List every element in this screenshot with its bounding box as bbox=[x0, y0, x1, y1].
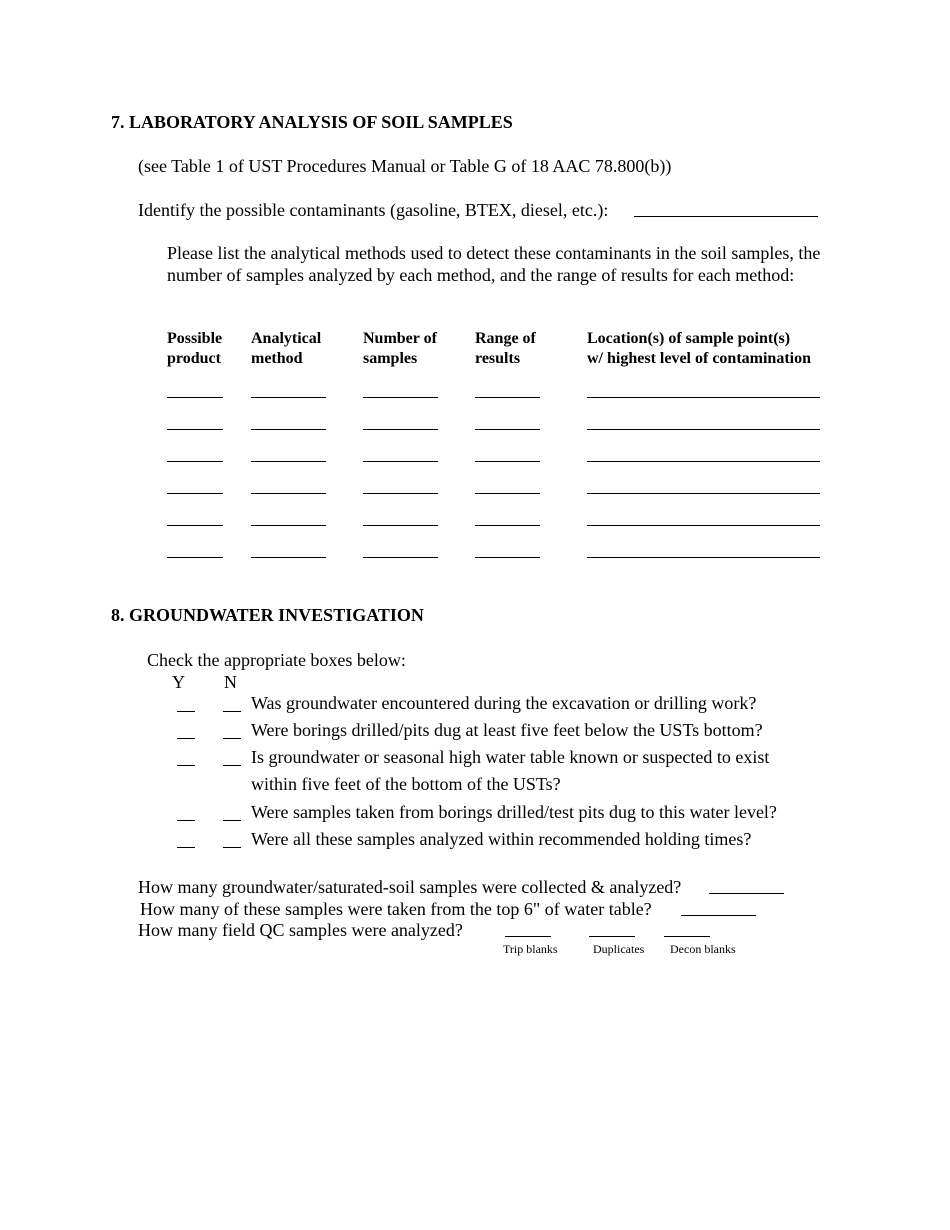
yes-checkbox[interactable] bbox=[177, 820, 195, 821]
location-field[interactable] bbox=[587, 397, 820, 398]
range-of-results-field[interactable] bbox=[475, 557, 540, 558]
col-header-line: Possible bbox=[167, 330, 223, 347]
contaminants-prompt: Identify the possible contaminants (gasoline, BTEX, diesel, etc.): bbox=[138, 200, 609, 220]
analytical-method-field[interactable] bbox=[251, 397, 326, 398]
col-header-line: Analytical bbox=[251, 330, 322, 347]
possible-product-field[interactable] bbox=[167, 461, 223, 462]
trip-blanks-field[interactable] bbox=[505, 936, 551, 937]
no-checkbox[interactable] bbox=[223, 847, 241, 848]
yes-checkbox[interactable] bbox=[177, 738, 195, 739]
col-header-number-of-samples bbox=[363, 329, 437, 369]
col-header-line: Range of bbox=[475, 330, 536, 347]
possible-product-field[interactable] bbox=[167, 397, 223, 398]
col-header-line: product bbox=[167, 350, 221, 367]
samples-collected-question: How many groundwater/saturated-soil samples were collected & analyzed? bbox=[138, 877, 682, 897]
top-six-inches-field[interactable] bbox=[681, 915, 756, 916]
number-of-samples-field[interactable] bbox=[363, 429, 438, 430]
analytical-method-field[interactable] bbox=[251, 461, 326, 462]
question-text: Were samples taken from borings drilled/test pits dug to this water level? bbox=[251, 802, 777, 822]
yes-checkbox[interactable] bbox=[177, 765, 195, 766]
col-header-line: method bbox=[251, 350, 303, 367]
yes-checkbox[interactable] bbox=[177, 847, 195, 848]
possible-product-field[interactable] bbox=[167, 429, 223, 430]
trip-blanks-label: Trip blanks bbox=[503, 942, 558, 956]
number-of-samples-field[interactable] bbox=[363, 557, 438, 558]
question-text: Were borings drilled/pits dug at least five feet below the USTs bottom? bbox=[251, 720, 763, 740]
col-header-analytical-method bbox=[251, 329, 321, 369]
question-text: Is groundwater or seasonal high water table known or suspected to exist bbox=[251, 747, 770, 767]
decon-blanks-field[interactable] bbox=[664, 936, 710, 937]
number-of-samples-field[interactable] bbox=[363, 461, 438, 462]
duplicates-label: Duplicates bbox=[593, 942, 645, 956]
samples-collected-field[interactable] bbox=[709, 893, 784, 894]
location-field[interactable] bbox=[587, 493, 820, 494]
col-header-line: Location(s) of sample point(s) bbox=[587, 330, 791, 347]
col-header-location bbox=[587, 329, 811, 369]
yes-checkbox[interactable] bbox=[177, 711, 195, 712]
location-field[interactable] bbox=[587, 525, 820, 526]
no-column-label: N bbox=[224, 672, 237, 692]
section-8-title: 8. GROUNDWATER INVESTIGATION bbox=[111, 605, 424, 625]
analysis-instructions: Please list the analytical methods used to detect these contaminants in the soil samples, the number of samples analyzed by each method, and the range of results for each method: bbox=[167, 243, 821, 285]
col-header-possible-product bbox=[167, 329, 222, 369]
range-of-results-field[interactable] bbox=[475, 525, 540, 526]
question-text: Was groundwater encountered during the excavation or drilling work? bbox=[251, 693, 757, 713]
range-of-results-field[interactable] bbox=[475, 493, 540, 494]
no-checkbox[interactable] bbox=[223, 765, 241, 766]
analytical-method-field[interactable] bbox=[251, 493, 326, 494]
question-text: Were all these samples analyzed within recommended holding times? bbox=[251, 829, 752, 849]
top-six-inches-question: How many of these samples were taken from the top 6" of water table? bbox=[140, 899, 652, 919]
number-of-samples-field[interactable] bbox=[363, 493, 438, 494]
col-header-line: samples bbox=[363, 350, 418, 367]
analytical-method-field[interactable] bbox=[251, 429, 326, 430]
contaminants-input[interactable] bbox=[634, 216, 818, 217]
yes-column-label: Y bbox=[172, 672, 185, 692]
possible-product-field[interactable] bbox=[167, 557, 223, 558]
range-of-results-field[interactable] bbox=[475, 429, 540, 430]
possible-product-field[interactable] bbox=[167, 525, 223, 526]
analytical-method-field[interactable] bbox=[251, 525, 326, 526]
duplicates-field[interactable] bbox=[589, 936, 635, 937]
range-of-results-field[interactable] bbox=[475, 461, 540, 462]
no-checkbox[interactable] bbox=[223, 711, 241, 712]
no-checkbox[interactable] bbox=[223, 738, 241, 739]
analytical-method-field[interactable] bbox=[251, 557, 326, 558]
location-field[interactable] bbox=[587, 461, 820, 462]
location-field[interactable] bbox=[587, 429, 820, 430]
no-checkbox[interactable] bbox=[223, 820, 241, 821]
number-of-samples-field[interactable] bbox=[363, 525, 438, 526]
field-qc-question: How many field QC samples were analyzed? bbox=[138, 920, 463, 940]
location-field[interactable] bbox=[587, 557, 820, 558]
possible-product-field[interactable] bbox=[167, 493, 223, 494]
range-of-results-field[interactable] bbox=[475, 397, 540, 398]
col-header-line: w/ highest level of contamination bbox=[587, 350, 811, 367]
check-prompt: Check the appropriate boxes below: bbox=[147, 650, 406, 670]
col-header-line: results bbox=[475, 350, 521, 367]
col-header-range-of-results bbox=[475, 329, 536, 369]
number-of-samples-field[interactable] bbox=[363, 397, 438, 398]
question-text-continued: within five feet of the bottom of the USTs? bbox=[251, 774, 561, 794]
section-7-reference: (see Table 1 of UST Procedures Manual or Table G of 18 AAC 78.800(b)) bbox=[138, 156, 672, 176]
col-header-line: Number of bbox=[363, 330, 437, 347]
section-7-title: 7. LABORATORY ANALYSIS OF SOIL SAMPLES bbox=[111, 112, 513, 132]
decon-blanks-label: Decon blanks bbox=[670, 942, 736, 956]
